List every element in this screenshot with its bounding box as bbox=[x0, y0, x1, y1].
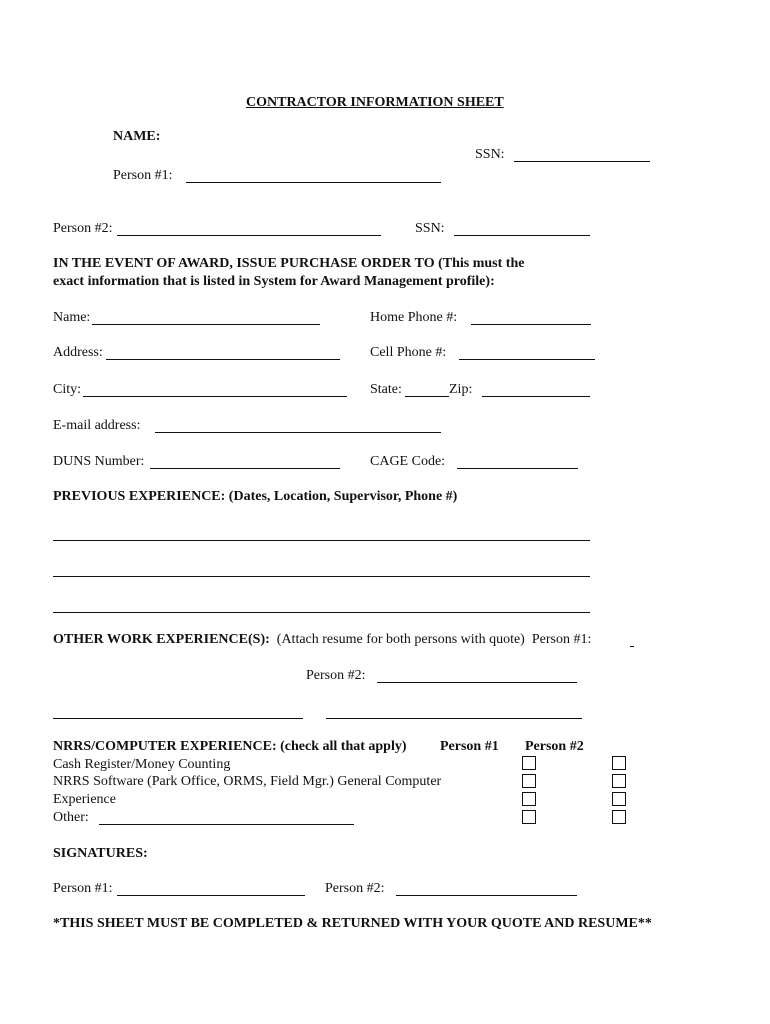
cage-label: CAGE Code: bbox=[370, 454, 446, 469]
person1-checkbox-3[interactable] bbox=[522, 792, 536, 806]
email-field[interactable] bbox=[155, 432, 441, 433]
ssn2-field[interactable] bbox=[454, 235, 590, 236]
state-field[interactable] bbox=[405, 396, 449, 397]
zip-field[interactable] bbox=[482, 396, 590, 397]
cell-phone-label: Cell Phone #: bbox=[370, 345, 447, 360]
nrrs-heading: NRRS/COMPUTER EXPERIENCE: (check all that apply) bbox=[53, 739, 407, 754]
name-label: Name: bbox=[53, 310, 91, 325]
award-heading-line2: exact information that is listed in System for Award Management profile): bbox=[53, 274, 495, 289]
ssn1-label: SSN: bbox=[475, 147, 505, 162]
nrrs-other-field[interactable] bbox=[99, 824, 354, 825]
person2-field[interactable] bbox=[117, 235, 381, 236]
person2-checkbox-1[interactable] bbox=[612, 756, 626, 770]
other-work-person1-label: Person #1: bbox=[531, 632, 592, 647]
previous-experience-line-1[interactable] bbox=[53, 540, 590, 541]
ssn2-label: SSN: bbox=[415, 221, 445, 236]
city-label: City: bbox=[53, 382, 82, 397]
award-heading-line1: IN THE EVENT OF AWARD, ISSUE PURCHASE ORDER TO (This must the bbox=[53, 256, 525, 271]
person1-checkbox-1[interactable] bbox=[522, 756, 536, 770]
nrrs-person2-column: Person #2 bbox=[525, 739, 584, 754]
other-work-row bbox=[53, 632, 591, 648]
duns-field[interactable] bbox=[150, 468, 340, 469]
ssn1-field[interactable] bbox=[514, 161, 650, 162]
signatures-heading: SIGNATURES: bbox=[53, 846, 148, 861]
person1-field[interactable] bbox=[186, 182, 441, 183]
address-field[interactable] bbox=[106, 359, 340, 360]
person1-label: Person #1: bbox=[113, 168, 173, 183]
nrrs-item-experience: Experience bbox=[53, 792, 116, 807]
signature-person2-label: Person #2: bbox=[325, 881, 385, 896]
home-phone-label: Home Phone #: bbox=[370, 310, 458, 325]
name-heading: NAME: bbox=[113, 129, 161, 144]
person2-checkbox-4[interactable] bbox=[612, 810, 626, 824]
person1-checkbox-2[interactable] bbox=[522, 774, 536, 788]
other-work-person1-field[interactable] bbox=[630, 646, 634, 647]
nrrs-item-other: Other: bbox=[53, 810, 89, 825]
nrrs-person1-column: Person #1 bbox=[440, 739, 499, 754]
signature-person1-label: Person #1: bbox=[53, 881, 113, 896]
person2-checkbox-3[interactable] bbox=[612, 792, 626, 806]
other-work-person2-field[interactable] bbox=[377, 682, 577, 683]
cage-field[interactable] bbox=[457, 468, 578, 469]
page-title: CONTRACTOR INFORMATION SHEET bbox=[246, 95, 504, 110]
person2-label: Person #2: bbox=[53, 221, 113, 236]
cell-phone-field[interactable] bbox=[459, 359, 595, 360]
person2-checkbox-2[interactable] bbox=[612, 774, 626, 788]
address-label: Address: bbox=[53, 345, 103, 360]
duns-label: DUNS Number: bbox=[53, 454, 145, 469]
other-work-note: (Attach resume for both persons with quote) bbox=[276, 632, 525, 647]
person1-checkbox-4[interactable] bbox=[522, 810, 536, 824]
other-work-person2-label: Person #2: bbox=[306, 668, 366, 683]
zip-label: Zip: bbox=[449, 382, 473, 397]
nrrs-item-software: NRRS Software (Park Office, ORMS, Field Mgr.) General Computer bbox=[53, 774, 442, 789]
email-label: E-mail address: bbox=[53, 418, 141, 433]
previous-experience-heading: PREVIOUS EXPERIENCE: (Dates, Location, Supervisor, Phone #) bbox=[53, 489, 458, 504]
nrrs-item-cash-register: Cash Register/Money Counting bbox=[53, 757, 231, 772]
other-work-line-right[interactable] bbox=[326, 718, 582, 719]
previous-experience-line-2[interactable] bbox=[53, 576, 590, 577]
home-phone-field[interactable] bbox=[471, 324, 591, 325]
signature-person1-field[interactable] bbox=[117, 895, 305, 896]
name-field[interactable] bbox=[92, 324, 320, 325]
state-label: State: bbox=[370, 382, 402, 397]
previous-experience-line-3[interactable] bbox=[53, 612, 590, 613]
footer-notice: *THIS SHEET MUST BE COMPLETED & RETURNED WITH YOUR QUOTE AND RESUME** bbox=[53, 916, 652, 931]
signature-person2-field[interactable] bbox=[396, 895, 577, 896]
other-work-line-left[interactable] bbox=[53, 718, 303, 719]
city-field[interactable] bbox=[83, 396, 347, 397]
other-work-heading: OTHER WORK EXPERIENCE(S): bbox=[53, 632, 270, 647]
